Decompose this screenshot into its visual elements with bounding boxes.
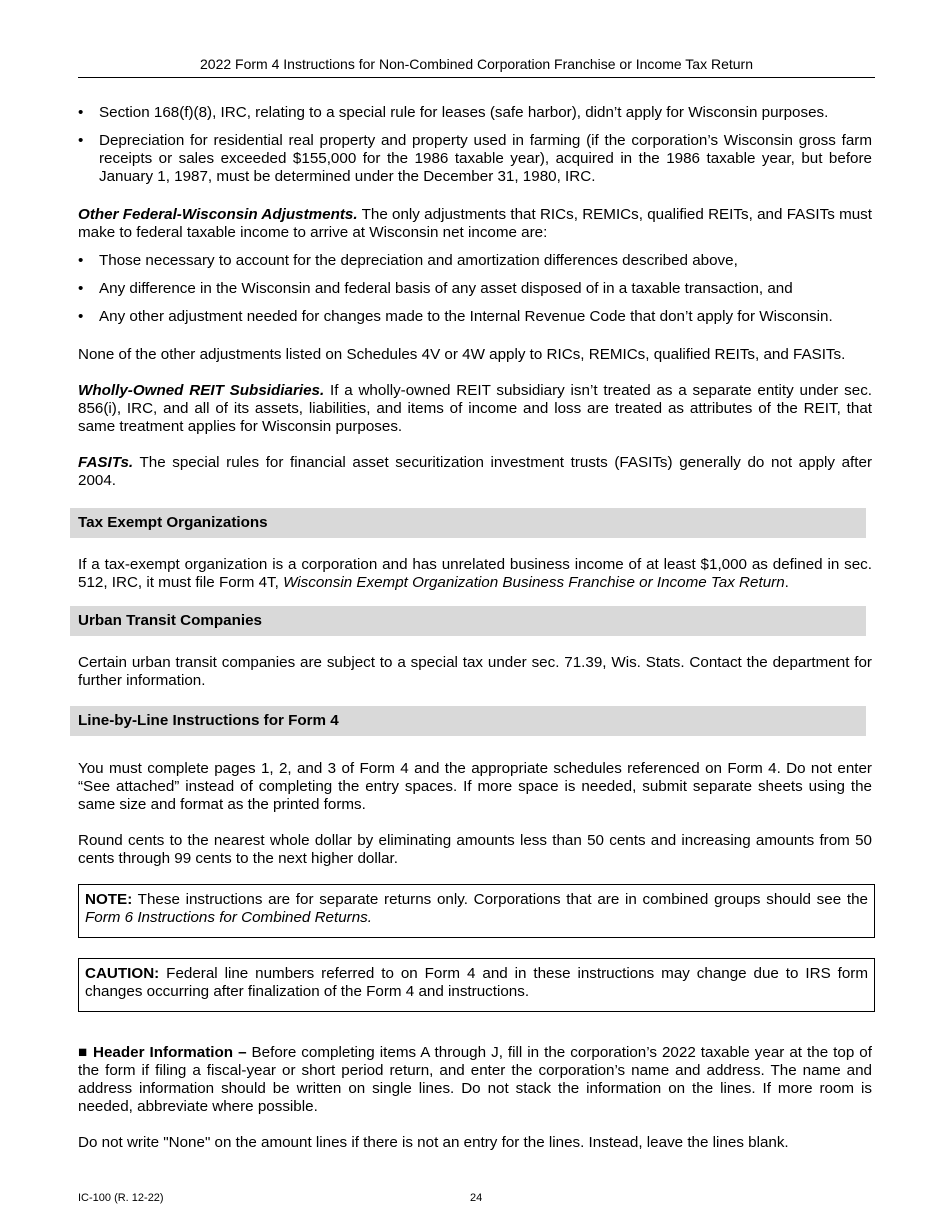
- note-body: These instructions are for separate returns only. Corporations that are in combined groups should see the: [132, 891, 868, 908]
- none-lines-paragraph: Do not write "None" on the amount lines if there is not an entry for the lines. Instead, leave the lines blank.: [78, 1134, 789, 1151]
- reit-heading: Wholly-Owned REIT Subsidiaries.: [78, 382, 325, 399]
- bullet-list-adjustments: [78, 252, 872, 326]
- header-information-paragraph: [78, 1044, 872, 1116]
- reit-text: If a wholly-owned REIT subsidiary isn’t treated as a separate entity under sec. 856(i), IRC, and all of its assets, liabilities, and items of income and loss are treated as attributes of the REIT, that same treatment applies for Wisconsin purposes.: [78, 382, 873, 435]
- line-by-line-paragraph-2: Round cents to the nearest whole dollar by eliminating amounts less than 50 cents and increasing amounts from 50 cents through 99 cents to the next higher dollar.: [78, 832, 872, 867]
- line-by-line-paragraph-1: You must complete pages 1, 2, and 3 of Form 4 and the appropriate schedules referenced on Form 4. Do not enter “See attached” instead of completing the entry spaces. If more space is needed, submit separate sheets using the same size and format as the printed forms.: [78, 760, 872, 813]
- footer-form-id: IC-100 (R. 12-22): [78, 1192, 164, 1204]
- section-heading-line-by-line: Line-by-Line Instructions for Form 4: [70, 706, 866, 736]
- footer-page-number: 24: [470, 1192, 483, 1204]
- fasits-paragraph: [78, 454, 872, 490]
- caution-body: Federal line numbers referred to on Form 4 and in these instructions may change due to IRS form changes occurring after finalization of the Form 4 and instructions.: [85, 965, 868, 1000]
- tax-exempt-end: .: [784, 574, 789, 591]
- note-text: [85, 891, 868, 927]
- list-item: • Those necessary to account for the depreciation and amortization differences described above,: [78, 252, 872, 270]
- tax-exempt-paragraph: [78, 556, 872, 592]
- fasits-text: The special rules for financial asset securitization investment trusts (FASITs) generally do not apply after 2004.: [78, 454, 872, 489]
- reit-paragraph: [78, 382, 872, 436]
- header-information-label: ■ Header Information –: [78, 1044, 247, 1061]
- list-item: • Depreciation for residential real property and property used in farming (if the corporation’s Wisconsin gross farm receipts or sales exceeded $155,000 for the 1986 taxable year), acquired in the 1986 taxable year, but before January 1, 1987, must be determined under the December 31, 1980, IRC.: [78, 132, 872, 186]
- note-reference: Form 6 Instructions for Combined Returns.: [85, 909, 372, 926]
- caution-text: [85, 965, 868, 1001]
- header-information-text: Before completing items A through J, fill in the corporation’s 2022 taxable year at the top of the form if filing a fiscal-year or short period return, and enter the corporation’s name and address. The name and address information should be written on single lines. Do not stack the information on the lines. If more room is needed, abbreviate where possible.: [78, 1044, 872, 1115]
- note-label: NOTE:: [85, 891, 133, 908]
- fasits-heading: FASITs.: [78, 454, 134, 471]
- bullet-list-top: [78, 104, 872, 186]
- urban-transit-paragraph: Certain urban transit companies are subject to a special tax under sec. 71.39, Wis. Stats. Contact the department for further information.: [78, 654, 872, 689]
- none-adjustments-paragraph: None of the other adjustments listed on Schedules 4V or 4W apply to RICs, REMICs, qualified REITs, and FASITs.: [78, 346, 846, 363]
- tax-exempt-text: If a tax-exempt organization is a corporation and has unrelated business income of at least $1,000 as defined in sec. 512, IRC, it must file Form 4T,: [78, 556, 872, 591]
- section-heading-urban-transit: Urban Transit Companies: [70, 606, 866, 636]
- caution-label: CAUTION:: [85, 965, 160, 982]
- section-heading-tax-exempt: Tax Exempt Organizations: [70, 508, 866, 538]
- note-box: [78, 884, 875, 938]
- caution-box: [78, 958, 875, 1012]
- running-header: 2022 Form 4 Instructions for Non-Combined Corporation Franchise or Income Tax Return: [78, 55, 875, 78]
- other-adjustments-heading: Other Federal-Wisconsin Adjustments.: [78, 206, 358, 223]
- list-item: • Any other adjustment needed for changes made to the Internal Revenue Code that don’t apply for Wisconsin.: [78, 308, 872, 326]
- list-item: • Section 168(f)(8), IRC, relating to a special rule for leases (safe harbor), didn’t apply for Wisconsin purposes.: [78, 104, 872, 122]
- tax-exempt-form-title: Wisconsin Exempt Organization Business Franchise or Income Tax Return: [283, 574, 785, 591]
- page-content: [78, 104, 872, 1152]
- other-adjustments-paragraph: [78, 206, 872, 242]
- other-adjustments-text: The only adjustments that RICs, REMICs, qualified REITs, and FASITs must make to federal taxable income to arrive at Wisconsin net income are:: [78, 206, 872, 241]
- list-item: • Any difference in the Wisconsin and federal basis of any asset disposed of in a taxable transaction, and: [78, 280, 872, 298]
